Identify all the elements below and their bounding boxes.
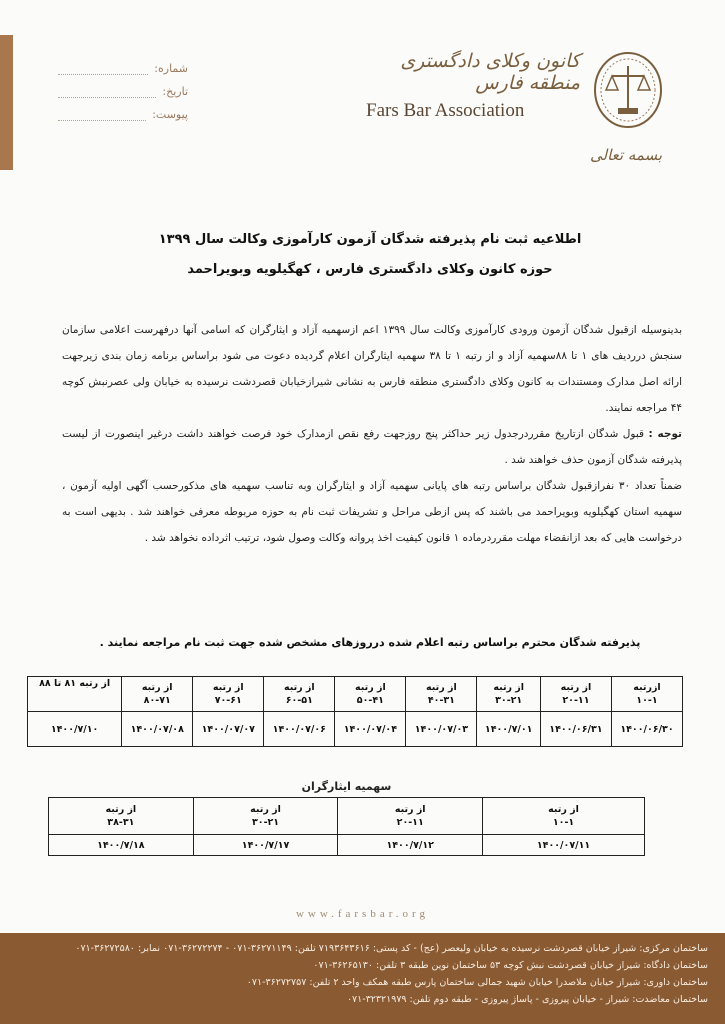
meta-attachment-label: پیوست:: [152, 108, 188, 121]
footer-address-line: ساختمان معاضدت: شیراز - خیابان پیروزی - پاساژ پیروزی - طبقه دوم تلفن: ۳۲۳۲۱۹۷۹-۰۷۱: [346, 994, 708, 1005]
letter-meta-fields: [58, 62, 188, 131]
footer-address-line: ساختمان دادگاه: شیراز خیابان قصردشت نبش کوچه ۵۳ ساختمان نوین طبقه ۳ تلفن: ۳۶۲۶۵۱۳۰-۰۷۱: [313, 960, 708, 971]
table-cell-date: ۱۴۰۰/۰۷/۰۴: [335, 712, 406, 747]
meta-number-row: [58, 62, 188, 85]
footer-addresses: [18, 940, 708, 1008]
table-cell-date: ۱۴۰۰/۰۷/۰۷: [193, 712, 264, 747]
meta-date-line: [58, 85, 156, 98]
brand-name-english: Fars Bar Association: [366, 100, 525, 121]
table-cell-date: ۱۴۰۰/۰۷/۰۳: [406, 712, 477, 747]
table-cell-date: ۱۴۰۰/۰۷/۱۱: [483, 835, 645, 856]
schedule-table-caption: پذیرفته شدگان محترم براساس رتبه اعلام شده درروزهای مشخص شده جهت ثبت نام مراجعه نمایند .: [99, 636, 641, 649]
note-text: قبول شدگان ازتاریخ مقرردرجدول زیر حداکثر پنج روزجهت رفع نقص ازمدارک خود فرصت خواهند داشت درغیر اینصورت از لیست پذیرفته شدگان آزمون حذف خواهند شد .: [62, 428, 682, 466]
table-row-ranks: [49, 798, 645, 835]
table-cell-rank: از رتبه ۵۰-۴۱: [335, 677, 406, 712]
table-cell-rank: از رتبه ۸۱ تا ۸۸: [28, 677, 122, 712]
footer-address-line: ساختمان داوری: شیراز خیابان ملاصدرا خیابان شهید جمالی ساختمان پارس طبقه همکف واحد ۲ تلفن: ۳۶۲۷۲۷۵۷-۰۷۱: [246, 977, 708, 988]
veterans-table-caption: سهمیه ایثارگران: [301, 780, 392, 793]
announcement-title: اطلاعیه ثبت نام پذیرفته شدگان آزمون کارآموزی وکالت سال ۱۳۹۹: [158, 232, 582, 247]
meta-number-line: [58, 62, 148, 75]
table-cell-rank: ازرتبه ۱۰-۱: [611, 677, 682, 712]
meta-attachment-row: [58, 108, 188, 131]
table-row-dates: [28, 712, 683, 747]
table-cell-rank: از رتبه ۳۰-۲۱: [477, 677, 540, 712]
table-cell-rank: از رتبه ۲۰-۱۱: [540, 677, 611, 712]
table-cell-rank: از رتبه ۳۰-۲۱: [193, 798, 338, 835]
basmala-heading: بسمه تعالی: [590, 146, 663, 164]
table-cell-rank: از رتبه ۳۸-۳۱: [49, 798, 194, 835]
announcement-body: [62, 317, 682, 551]
table-row-dates: [49, 835, 645, 856]
website-address: www.farsbar.org: [295, 908, 429, 920]
note-label: توجه :: [648, 428, 682, 440]
body-paragraph-note: [62, 421, 682, 473]
meta-date-row: [58, 85, 188, 108]
table-cell-date: ۱۴۰۰/۷/۰۱: [477, 712, 540, 747]
table-cell-date: ۱۴۰۰/۷/۱۸: [49, 835, 194, 856]
table-cell-rank: از رتبه ۴۰-۳۱: [406, 677, 477, 712]
table-cell-rank: از رتبه ۱۰-۱: [483, 798, 645, 835]
table-cell-date: ۱۴۰۰/۰۷/۰۸: [122, 712, 193, 747]
bar-association-emblem-icon: [592, 50, 664, 136]
table-cell-rank: از رتبه ۶۰-۵۱: [264, 677, 335, 712]
table-cell-date: ۱۴۰۰/۷/۱۰: [28, 712, 122, 747]
table-cell-date: ۱۴۰۰/۷/۱۷: [193, 835, 338, 856]
left-edge-strip: [0, 35, 13, 170]
table-row-ranks: [28, 677, 683, 712]
table-cell-date: ۱۴۰۰/۰۶/۳۱: [540, 712, 611, 747]
body-paragraph-main: بدینوسیله ازقبول شدگان آزمون ورودی کارآموزی وکالت سال ۱۳۹۹ اعم ازسهمیه آزاد و ایثارگران که اسامی آنها درفهرست اعلامی سازمان سنجش درردیف های ۱ تا ۸۸سهمیه آزاد و از رتبه ۱ تا ۳۸ سهمیه ایثارگران اعلام گردیده دعوت می شود براساس برنامه زمان بندی زیرجهت ارائه اصل مدارک ومستندات به کانون وکلای دادگستری منطقه فارس به نشانی شیرازخیابان قصردشت نرسیده به خیابان ولی عصرنبش کوچه ۴۴ مراجعه نمایند.: [62, 324, 682, 414]
footer-address-line: ساختمان مرکزی: شیراز خیابان قصردشت نرسیده به خیابان ولیعصر (عج) - کد پستی: ۷۱۹۳۶۴۳۶۱۶ تلفن: ۳۶۲۷۱۱۴۹-۰۷۱ - ۳۶۲۷۲۲۷۴-۰۷۱ نمابر: ۳۶۲۷۲۵۸۰-۰۷۱: [75, 943, 708, 954]
meta-attachment-line: [58, 108, 146, 121]
body-paragraph-quota: ضمناً تعداد ۳۰ نفرازقبول شدگان براساس رتبه های پایانی سهمیه آزاد و ایثارگران وبه تناسب سهمیه های مذکورحسب آگهی اولیه آزمون ، سهمیه استان کهگیلویه وبویراحمد می باشند که پس ازطی مراحل و تشریفات ثبت نام به حوزه مربوطه معرفی خواهند شد . بدیهی است به درخواست هایی که بعد ازانقضاء مهلت مقرردرماده ۱ قانون کیفیت اخذ پروانه وکالت وصول شود، ترتیب اثرداده نخواهد شد .: [62, 480, 683, 544]
table-cell-rank: از رتبه ۷۰-۶۱: [193, 677, 264, 712]
meta-number-label: شماره:: [154, 62, 188, 75]
table-cell-rank: از رتبه ۸۰-۷۱: [122, 677, 193, 712]
table-cell-date: ۱۴۰۰/۷/۱۲: [338, 835, 483, 856]
table-cell-date: ۱۴۰۰/۰۷/۰۶: [264, 712, 335, 747]
table-cell-date: ۱۴۰۰/۰۶/۳۰: [611, 712, 682, 747]
brand-name-persian: کانون وکلای دادگستری منطقه فارس: [400, 50, 580, 94]
meta-date-label: تاریخ:: [162, 85, 188, 98]
announcement-subtitle: حوزه کانون وکلای دادگستری فارس ، کهگیلویه وبویراحمد: [187, 262, 553, 277]
table-cell-rank: از رتبه ۲۰-۱۱: [338, 798, 483, 835]
free-quota-schedule-table: [27, 676, 683, 747]
veterans-quota-schedule-table: [48, 797, 645, 856]
